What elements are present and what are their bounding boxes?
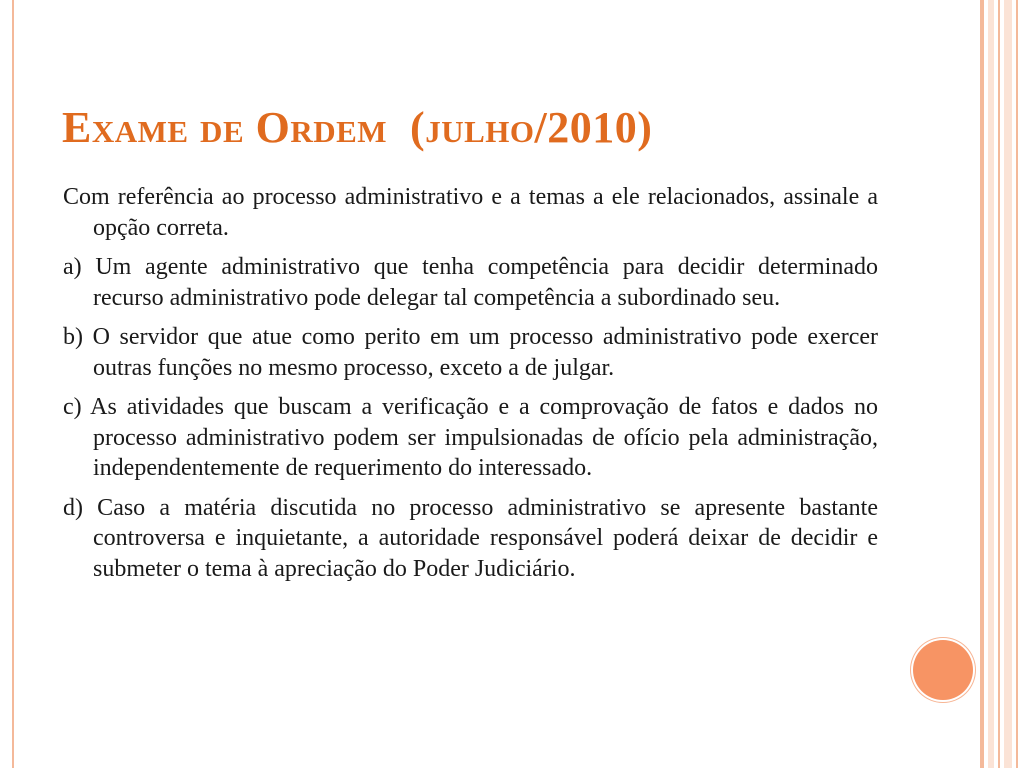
option-d: d) Caso a matéria discutida no processo administrativo se apresente bastante controversa e inquietante, a autoridade responsável poderá deixar de decidir e submeter o tema à apreciação do Poder Judiciário. [63,494,878,582]
slide-title: Exame de Ordem (julho/2010) [62,103,653,152]
right-decorative-stripe [998,0,1000,768]
right-decorative-stripe [1016,0,1018,768]
right-decorative-stripe [980,0,984,768]
option-a: a) Um agente administrativo que tenha competência para decidir determinado recurso administrativo pode delegar tal competência a subordinado seu. [63,254,878,311]
question-stem: Com referência ao processo administrativo e a temas a ele relacionados, assinale a opção correta. [63,184,878,241]
option-c: c) As atividades que buscam a verificação e a comprovação de fatos e dados no processo administrativo podem ser impulsionadas de ofício pela administração, independentemente de requerimento do interessado. [63,394,878,481]
slide-body [63,182,878,593]
option-b: b) O servidor que atue como perito em um processo administrativo pode exercer outras funções no mesmo processo, exceto a de julgar. [63,324,878,381]
right-decorative-stripe [988,0,994,768]
right-decorative-stripe [1004,0,1012,768]
left-decorative-rule [12,0,14,768]
decorative-circle [913,640,973,700]
